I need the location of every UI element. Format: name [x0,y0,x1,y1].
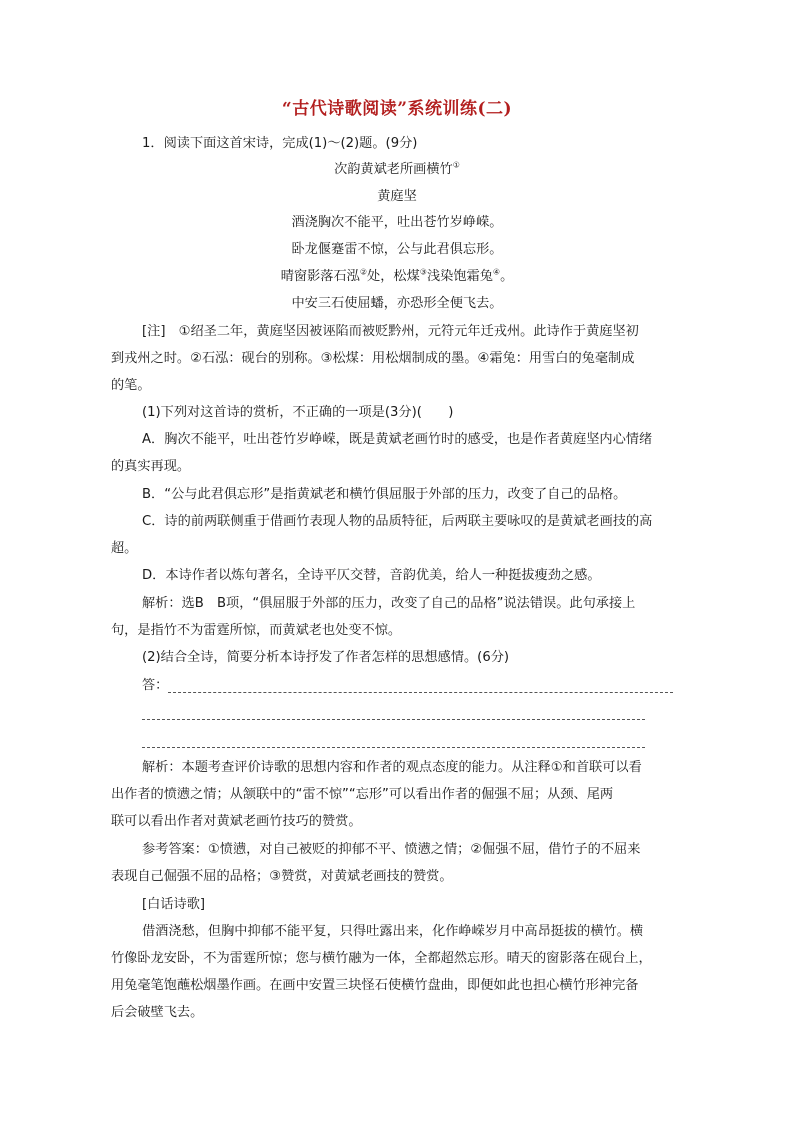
option-c-line-1: C．诗的前两联侧重于借画竹表现人物的品质特征，后两联主要咏叹的是黄斌老画技的高 [142,514,653,529]
answer-blank-line-2 [142,719,645,720]
poem-line-4: 中安三石使屈蟠，亦恐形全便飞去。 [291,296,503,311]
analysis-1-line-2: 句，是指竹不为雷霆所惊，而黄斌老也处变不惊。 [111,623,402,638]
analysis-2-line-3: 联可以看出作者对黄斌老画竹技巧的赞赏。 [111,814,362,829]
poem-line-1: 酒浇胸次不能平，吐出苍竹岁峥嵘。 [291,215,503,230]
poem-line-3-part-c: 浅染饱霜兔 [426,269,493,284]
option-d: D．本诗作者以炼句著名，全诗平仄交替，音韵优美，给人一种挺拔瘦劲之感。 [142,568,601,583]
answer-blank-line-3 [142,747,645,748]
option-a-line-1: A．胸次不能平，吐出苍竹岁峥嵘，既是黄斌老画竹时的感受，也是作者黄庭坚内心情绪 [142,432,653,447]
translation-line-3: 用兔毫笔饱蘸松烟墨作画。在画中安置三块怪石使横竹盘曲，即便如此也担心横竹形神完备 [111,978,639,993]
poem-title [0,162,794,178]
answer-blank-line-1 [168,692,673,693]
translation-line-1: 借酒浇愁，但胸中抑郁不能平复，只得吐露出来，化作峥嵘岁月中高昂挺拔的横竹。横 [142,924,644,939]
poem-title-text: 次韵黄斌老所画横竹 [334,162,453,177]
option-a-line-2: 的真实再现。 [111,459,191,474]
reference-answer-line-2: 表现自己倔强不屈的品格；③赞赏，对黄斌老画技的赞赏。 [111,869,453,884]
note-line-3: 的笔。 [111,378,151,393]
analysis-2-line-1: 解析：本题考查评价诗歌的思想内容和作者的观点态度的能力。从注释①和首联可以看 [142,760,642,775]
translation-line-2: 竹像卧龙安卧，不为雷霆所惊；您与横竹融为一体，全都超然忘形。晴天的窗影落在砚台上， [111,951,652,966]
reference-answer-line-1: 参考答案：①愤懑，对自己被贬的抑郁不平、愤懑之情；②倔强不屈，借竹子的不屈来 [142,842,641,857]
note-line-2: 到戎州之时。②石泓：砚台的别称。③松煤：用松烟制成的墨。④霜兔：用雪白的兔毫制成 [111,351,635,366]
analysis-1-line-1: 解析：选B B项，“俱屈服于外部的压力，改变了自己的品格”说法错误。此句承接上 [142,596,636,611]
note-marker-4: ④ [492,267,501,277]
answer-label: 答： [142,678,169,693]
analysis-2-line-2: 出作者的愤懑之情；从颔联中的“雷不惊”“忘形”可以看出作者的倔强不屈；从颈、尾两 [111,787,614,802]
poem-line-2: 卧龙偃蹇雷不惊，公与此君俱忘形。 [291,242,503,257]
option-b: B．“公与此君俱忘形”是指黄斌老和横竹俱屈服于外部的压力，改变了自己的品格。 [142,487,627,502]
page-title: “古代诗歌阅读”系统训练(二) [281,99,513,119]
poem-line-3-part-b: 处，松煤 [367,269,420,284]
sub-question-2-stem: (2)结合全诗，简要分析本诗抒发了作者怎样的思想感情。(6分) [142,650,510,665]
poem-author: 黄庭坚 [377,189,417,204]
poem-line-3-part-a: 晴窗影落石泓 [280,269,360,284]
note-line-1: [注] ①绍圣二年，黄庭坚因被诬陷而被贬黔州，元符元年迁戎州。此诗作于黄庭坚初 [142,324,639,339]
translation-heading: [白话诗歌] [142,897,206,912]
note-marker-3: ③ [419,267,427,277]
option-c-line-2: 超。 [111,541,138,556]
translation-line-4: 后会破壁飞去。 [111,1005,204,1020]
note-marker-2: ② [359,267,368,277]
poem-title-note-marker: ① [452,160,460,170]
question-1-stem: 1．阅读下面这首宋诗，完成(1)～(2)题。(9分) [142,136,418,151]
poem-line-3-part-d: 。 [500,269,514,284]
sub-question-1-stem: (1)下列对这首诗的赏析，不正确的一项是(3分)( ) [142,405,454,420]
poem-line-3 [0,269,794,285]
